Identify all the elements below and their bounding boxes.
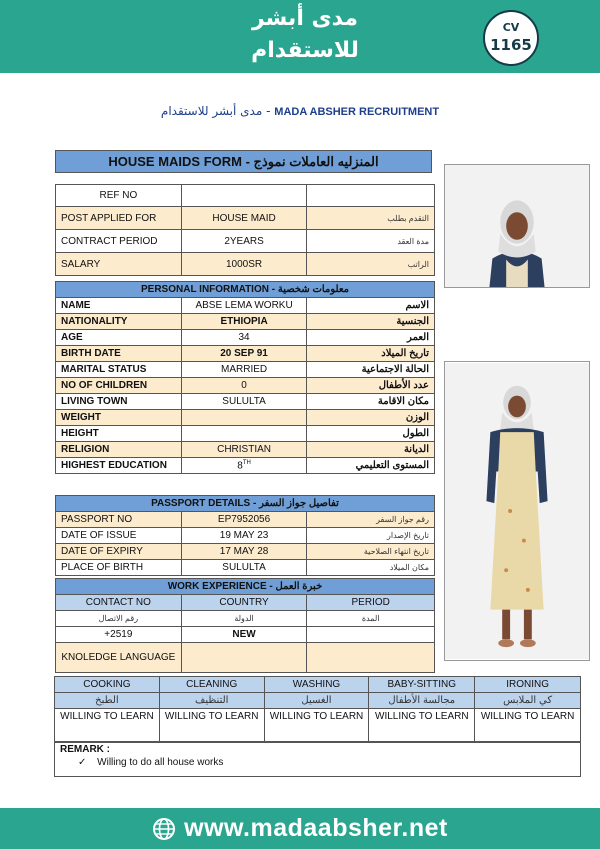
post-row-ref xyxy=(56,185,435,207)
personal-value: 20 SEP 91 xyxy=(181,346,307,362)
personal-arabic: العمر xyxy=(307,330,435,346)
post-row-salary xyxy=(56,253,435,276)
post-label: POST APPLIED FOR xyxy=(56,207,182,230)
agency-name-english: MADA ABSHER RECRUITMENT xyxy=(274,106,440,118)
post-arabic: التقدم بطلب xyxy=(307,207,435,230)
col-period-arabic: المدة xyxy=(307,611,435,627)
personal-value: 0 xyxy=(181,378,307,394)
skill-arabic: الطبخ xyxy=(55,693,160,709)
skill-name: CLEANING xyxy=(159,677,264,693)
globe-icon xyxy=(152,817,176,841)
post-arabic xyxy=(307,185,435,207)
personal-label: NAME xyxy=(56,298,182,314)
personal-arabic: مكان الاقامة xyxy=(307,394,435,410)
skills-arabic-row xyxy=(55,693,581,709)
skill-level: WILLING TO LEARN xyxy=(369,709,475,743)
skill-level: WILLING TO LEARN xyxy=(264,709,369,743)
remark-label: REMARK : xyxy=(60,744,110,755)
personal-row xyxy=(56,346,435,362)
passport-arabic: مكان الميلاد xyxy=(307,560,435,576)
post-value: 1000SR xyxy=(181,253,307,276)
post-value: 2YEARS xyxy=(181,230,307,253)
website-link[interactable]: www.madaabsher.net xyxy=(184,814,448,842)
personal-row xyxy=(56,410,435,426)
skills-name-row xyxy=(55,677,581,693)
knowledge-extra xyxy=(307,643,435,673)
full-body-illustration xyxy=(445,362,589,660)
skill-name: BABY-SITTING xyxy=(369,677,475,693)
post-value xyxy=(181,185,307,207)
skill-level: WILLING TO LEARN xyxy=(55,709,160,743)
passport-label: DATE OF EXPIRY xyxy=(56,544,182,560)
cv-badge xyxy=(483,10,539,66)
personal-value-education xyxy=(181,458,307,474)
passport-row xyxy=(56,544,435,560)
skill-name: WASHING xyxy=(264,677,369,693)
personal-label: HIGHEST EDUCATION xyxy=(56,458,182,474)
skill-arabic: الغسيل xyxy=(264,693,369,709)
portrait-illustration xyxy=(445,165,589,287)
personal-value xyxy=(181,426,307,442)
col-country-arabic: الدولة xyxy=(181,611,307,627)
personal-label: NO OF CHILDREN xyxy=(56,378,182,394)
knowledge-label: KNOLEDGE LANGUAGE xyxy=(56,643,182,673)
work-header-row xyxy=(56,595,435,611)
post-value: HOUSE MAID xyxy=(181,207,307,230)
personal-info-table xyxy=(55,281,435,474)
skill-name: COOKING xyxy=(55,677,160,693)
personal-label: MARITAL STATUS xyxy=(56,362,182,378)
personal-label: AGE xyxy=(56,330,182,346)
full-body-photo xyxy=(444,361,590,661)
cv-number: 1165 xyxy=(490,36,532,54)
skill-arabic: مجالسة الأطفال xyxy=(369,693,475,709)
personal-label: RELIGION xyxy=(56,442,182,458)
personal-arabic: الجنسية xyxy=(307,314,435,330)
knowledge-row xyxy=(56,643,435,673)
personal-label: HEIGHT xyxy=(56,426,182,442)
skill-name: IRONING xyxy=(475,677,581,693)
agency-subheader xyxy=(0,104,600,118)
passport-value: 17 MAY 28 xyxy=(181,544,307,560)
skill-level: WILLING TO LEARN xyxy=(475,709,581,743)
post-arabic: الراتب xyxy=(307,253,435,276)
remark-box xyxy=(54,741,581,777)
personal-label: LIVING TOWN xyxy=(56,394,182,410)
passport-row xyxy=(56,512,435,528)
brand-line-1: مدى أبشر xyxy=(251,6,359,31)
personal-arabic: الاسم xyxy=(307,298,435,314)
passport-value: 19 MAY 23 xyxy=(181,528,307,544)
contact-value: +2519 xyxy=(56,627,182,643)
passport-label: PASSPORT NO xyxy=(56,512,182,528)
personal-value: ABSE LEMA WORKU xyxy=(181,298,307,314)
personal-value: SULULTA xyxy=(181,394,307,410)
personal-value: MARRIED xyxy=(181,362,307,378)
post-row-post xyxy=(56,207,435,230)
personal-value: 34 xyxy=(181,330,307,346)
personal-value xyxy=(181,410,307,426)
personal-row xyxy=(56,314,435,330)
personal-arabic: الطول xyxy=(307,426,435,442)
work-experience-title: WORK EXPERIENCE - خبرة العمل xyxy=(56,579,435,595)
agency-name-arabic: مدى أبشر للاستقدام xyxy=(160,104,263,118)
skill-arabic: التنظيف xyxy=(159,693,264,709)
personal-value: CHRISTIAN xyxy=(181,442,307,458)
passport-table xyxy=(55,495,435,576)
skills-table xyxy=(54,676,581,743)
form-title-table xyxy=(55,150,432,173)
personal-arabic: الوزن xyxy=(307,410,435,426)
personal-label: NATIONALITY xyxy=(56,314,182,330)
personal-row xyxy=(56,298,435,314)
skill-arabic: كي الملابس xyxy=(475,693,581,709)
personal-value: ETHIOPIA xyxy=(181,314,307,330)
personal-arabic: عدد الأطفال xyxy=(307,378,435,394)
post-label: SALARY xyxy=(56,253,182,276)
personal-arabic: الحالة الاجتماعية xyxy=(307,362,435,378)
passport-label: PLACE OF BIRTH xyxy=(56,560,182,576)
personal-row xyxy=(56,394,435,410)
footer-banner xyxy=(0,808,600,849)
remark-item xyxy=(60,757,575,768)
knowledge-value xyxy=(181,643,307,673)
passport-arabic: تاريخ انتهاء الصلاحية xyxy=(307,544,435,560)
personal-label: WEIGHT xyxy=(56,410,182,426)
passport-arabic: رقم جواز السفر xyxy=(307,512,435,528)
passport-label: DATE OF ISSUE xyxy=(56,528,182,544)
education-value: 8 xyxy=(237,460,243,472)
brand-logo-text xyxy=(190,3,420,67)
personal-arabic: تاريخ الميلاد xyxy=(307,346,435,362)
personal-arabic: المستوى التعليمي xyxy=(307,458,435,474)
portrait-photo xyxy=(444,164,590,288)
post-row-contract xyxy=(56,230,435,253)
period-value xyxy=(307,627,435,643)
personal-row xyxy=(56,458,435,474)
work-experience-table xyxy=(55,578,435,673)
post-arabic: مدة العقد xyxy=(307,230,435,253)
personal-row xyxy=(56,426,435,442)
education-suffix: TH xyxy=(242,459,251,466)
col-period-header: PERIOD xyxy=(307,595,435,611)
col-contact-header: CONTACT NO xyxy=(56,595,182,611)
personal-row xyxy=(56,442,435,458)
passport-value: SULULTA xyxy=(181,560,307,576)
subheader-separator: - xyxy=(266,104,271,118)
country-value: NEW xyxy=(181,627,307,643)
top-banner xyxy=(0,0,600,73)
passport-arabic: تاريخ الإصدار xyxy=(307,528,435,544)
skills-level-row xyxy=(55,709,581,743)
personal-arabic: الديانة xyxy=(307,442,435,458)
personal-row xyxy=(56,362,435,378)
brand-line-2: للاستقدام xyxy=(251,38,359,63)
checkmark-icon: ✓ xyxy=(78,757,87,768)
work-data-row xyxy=(56,627,435,643)
passport-row xyxy=(56,560,435,576)
work-header-arabic-row xyxy=(56,611,435,627)
personal-info-title: PERSONAL INFORMATION - معلومات شخصية xyxy=(56,282,435,298)
skill-level: WILLING TO LEARN xyxy=(159,709,264,743)
post-label: CONTRACT PERIOD xyxy=(56,230,182,253)
remark-text: Willing to do all house works xyxy=(97,757,224,768)
personal-label: BIRTH DATE xyxy=(56,346,182,362)
personal-row xyxy=(56,330,435,346)
col-contact-arabic: رقم الاتصال xyxy=(56,611,182,627)
passport-row xyxy=(56,528,435,544)
post-label: REF NO xyxy=(56,185,182,207)
form-title: HOUSE MAIDS FORM - المنزليه العاملات نموذج xyxy=(56,151,432,173)
passport-value: EP7952056 xyxy=(181,512,307,528)
post-table xyxy=(55,184,435,276)
personal-row xyxy=(56,378,435,394)
cv-label: CV xyxy=(502,21,520,34)
col-country-header: COUNTRY xyxy=(181,595,307,611)
passport-title: PASSPORT DETAILS - تفاصيل جواز السفر xyxy=(56,496,435,512)
